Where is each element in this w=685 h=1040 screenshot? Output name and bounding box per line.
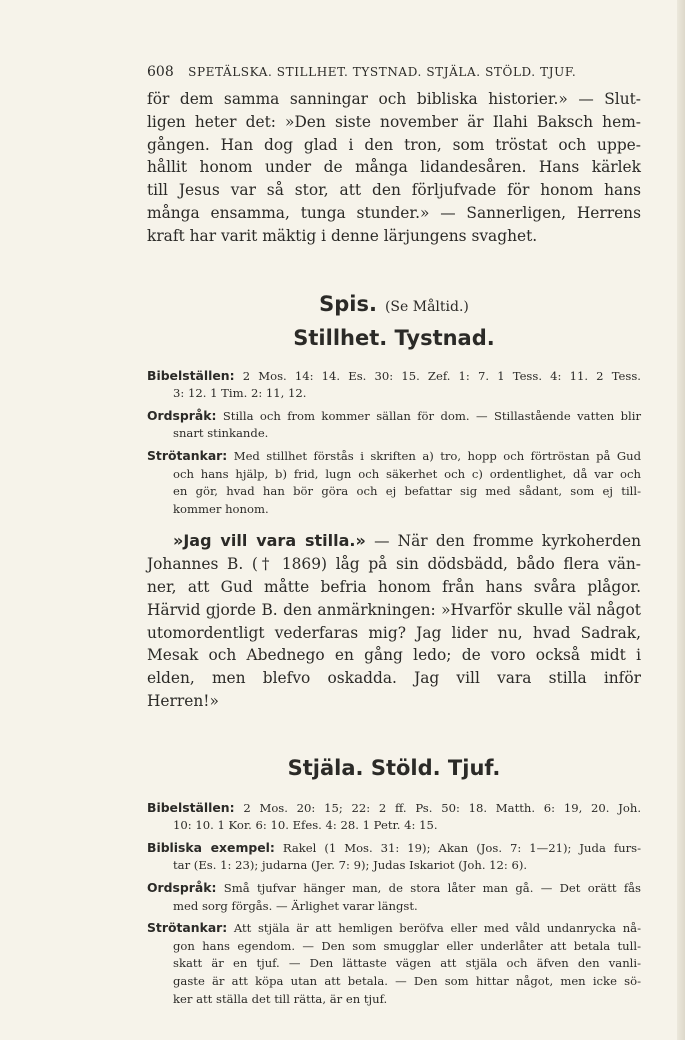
entry-text: skatt är en tjuf. — Den lättaste vägen att stjäla och äfven den vanli- [173,956,641,971]
entry-ordsprak [147,407,641,443]
entry-text: 3: 12. 1 Tim. 2: 11, 12. [173,386,307,401]
anecdote-paragraph [147,530,641,712]
entry-text: med sorg förgås. — Ärlighet varar längst. [173,898,418,913]
page-edge [677,0,685,1040]
text-line: kraft har varit mäktig i denne lärjungens svaghet. [147,226,538,245]
entry-text: gaste är att köpa utan att betala. — Den som hittar något, men icke sö- [173,974,641,989]
text-line: — När den fromme kyrkoherden [374,532,641,551]
entry-bibelstallen [147,367,641,403]
text-line: hållit honom under de många lidandesåren. Hans kärlek [147,158,641,177]
intro-paragraph [147,88,641,248]
heading-spis-title: Spis. [319,291,377,316]
heading-stjala: Stjäla. Stöld. Tjuf. [287,755,501,780]
entry-text: Små tjufvar hänger man, de stora låter man gå. — Det orätt fås [223,881,641,896]
entry-ordsprak [147,879,641,915]
entry-text: snart stinkande. [173,426,269,441]
heading-spis-see-also: (Se Måltid.) [384,298,469,315]
entry-bibelstallen [147,799,641,835]
text-line: ligen heter det: »Den siste november är Ilahi Baksch hem- [147,112,641,131]
running-title: SPETÄLSKA. STILLHET. TYSTNAD. STJÄLA. STÖLD. TJUF. [188,65,577,79]
entry-text: Stilla och from kommer sällan för dom. — Stillastående vatten blir [222,408,641,423]
text-line: elden, men blefvo oskadda. Jag vill vara stilla inför [147,669,641,688]
entry-label: Ordspråk: [147,407,217,423]
heading-spis [147,290,641,321]
text-line: Johannes B. († 1869) låg på sin dödsbädd, bådo flera vän- [147,555,641,574]
entry-text: ker att ställa det till rätta, är en tjuf. [173,991,388,1006]
entry-text: 2 Mos. 14: 14. Es. 30: 15. Zef. 1: 7. 1 Tess. 4: 11. 2 Tess. [242,368,641,383]
anecdote-lead: »Jag vill vara stilla.» [173,531,366,551]
entry-label: Ordspråk: [147,880,217,896]
entry-label: Strötankar: [147,920,228,936]
text-line: Härvid gjorde B. den anmärkningen: »Hvarför skulle väl något [147,600,641,619]
page-number: 608 [147,64,174,80]
text-line: till Jesus var så stor, att den förljufvade för honom hans [147,181,641,200]
text-line: för dem samma sanningar och bibliska historier.» — Slut- [147,90,641,108]
text-line: många ensamma, tunga stunder.» — Sannerligen, Herrens [147,203,641,222]
text-line: gången. Han dog glad i den tron, som tröstat och uppe- [147,135,641,154]
text-line: Herren!» [147,691,219,710]
entry-text: tar (Es. 1: 23); judarna (Jer. 7: 9); Judas Iskariot (Joh. 12: 6). [173,858,528,873]
entry-label: Bibelställen: [147,799,235,815]
entry-strotankar [147,919,641,1008]
heading-stillhet: Stillhet. Tystnad. [293,325,495,350]
entry-label: Bibelställen: [147,367,235,383]
entry-text: Med stillhet förstås i skriften a) tro, hopp och förtröstan på Gud [233,448,642,463]
entry-label: Bibliska exempel: [147,839,275,855]
entry-bibliska-exempel [147,839,641,875]
running-header [147,64,597,80]
entry-text: Rakel (1 Mos. 31: 19); Akan (Jos. 7: 1—21); Juda furs- [282,840,642,855]
entry-label: Strötankar: [147,447,228,463]
entry-text: gon hans egendom. — Den som smugglar eller underlåter att betala tull- [173,938,641,953]
text-line: ner, att Gud måtte befria honom från hans svåra plågor. [147,577,641,596]
section-stillhet [147,367,641,713]
entry-strotankar [147,447,641,518]
text-line: utomordentligt vederfaras mig? Jag lider nu, hvad Sadrak, [147,623,641,642]
entry-text: en gör, hvad han bör göra och ej befattar sig med sådant, som ej till- [173,484,641,499]
section-stjala [147,799,641,1009]
entry-text: 2 Mos. 20: 15; 22: 2 ff. Ps. 50: 18. Matth. 6: 19, 20. Joh. [243,800,642,815]
text-column [147,88,641,1008]
text-line: Mesak och Abednego en gång ledo; de voro också midt i [147,646,641,665]
entry-text: Att stjäla är att hemligen beröfva eller med våld undanrycka nå- [233,921,641,936]
entry-text: och hans hjälp, b) frid, lugn och säkerhet och c) ordentlighet, då var och [173,466,641,481]
entry-text: kommer honom. [173,501,269,516]
entry-text: 10: 10. 1 Kor. 6: 10. Efes. 4: 28. 1 Petr. 4: 15. [173,818,438,833]
